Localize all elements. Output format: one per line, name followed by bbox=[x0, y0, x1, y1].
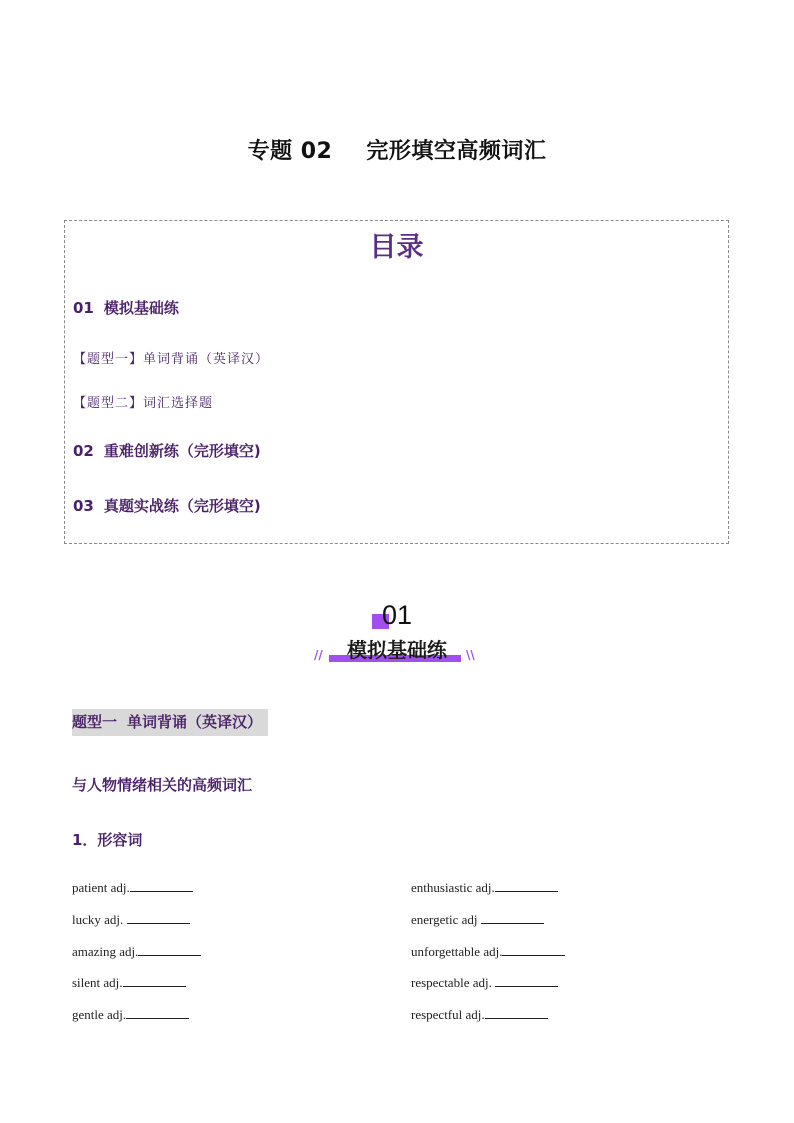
answer-blank[interactable] bbox=[502, 944, 565, 956]
answer-blank[interactable] bbox=[126, 1007, 189, 1019]
vocab-item: amazing adj. bbox=[72, 944, 201, 960]
toc-item-label: 模拟基础练 bbox=[103, 299, 179, 317]
toc-item-label: 重难创新练（完形填空) bbox=[103, 442, 261, 460]
vocab-category: 1．形容词 bbox=[72, 831, 143, 849]
section-number: 01 bbox=[381, 600, 413, 630]
section-banner bbox=[0, 598, 794, 668]
title-part-1: 专题 02 bbox=[247, 139, 333, 164]
document-title bbox=[0, 134, 794, 165]
vocab-item: gentle adj. bbox=[72, 1007, 189, 1023]
vocab-item: patient adj. bbox=[72, 880, 193, 896]
toc-item-label: 真题实战练（完形填空) bbox=[103, 497, 261, 515]
toc-item-03[interactable] bbox=[73, 495, 261, 516]
toc-item-01[interactable] bbox=[73, 297, 179, 318]
question-type-title: 单词背诵（英译汉） bbox=[127, 713, 263, 731]
title-part-2: 完形填空高频词汇 bbox=[366, 139, 547, 164]
question-type-prefix: 题型一 bbox=[72, 713, 118, 731]
vocab-item: silent adj. bbox=[72, 975, 186, 991]
answer-blank[interactable] bbox=[485, 1007, 548, 1019]
vocab-item: respectable adj. bbox=[411, 975, 558, 991]
answer-blank[interactable] bbox=[495, 880, 558, 892]
section-slash-left: // bbox=[314, 648, 323, 662]
toc-item-number: 01 bbox=[73, 299, 94, 317]
answer-blank[interactable] bbox=[481, 912, 544, 924]
answer-blank[interactable] bbox=[123, 975, 186, 987]
answer-blank[interactable] bbox=[495, 975, 558, 987]
toc-heading: 目录 bbox=[369, 232, 424, 263]
vocab-item: enthusiastic adj. bbox=[411, 880, 558, 896]
table-of-contents bbox=[64, 220, 729, 544]
toc-item-number: 02 bbox=[73, 442, 94, 460]
toc-item-number: 03 bbox=[73, 497, 94, 515]
vocab-item: respectful adj. bbox=[411, 1007, 548, 1023]
toc-item-type-2[interactable]: 【题型二】词汇选择题 bbox=[73, 396, 214, 411]
question-type-label bbox=[72, 709, 268, 736]
answer-blank[interactable] bbox=[127, 912, 190, 924]
vocab-item: unforgettable adj. bbox=[411, 944, 565, 960]
toc-item-02[interactable] bbox=[73, 440, 261, 461]
section-label: 模拟基础练 bbox=[347, 638, 447, 662]
answer-blank[interactable] bbox=[130, 880, 193, 892]
vocab-item: lucky adj. bbox=[72, 912, 190, 928]
vocab-item: energetic adj bbox=[411, 912, 544, 928]
toc-item-type-1[interactable]: 【题型一】单词背诵（英译汉） bbox=[73, 352, 270, 367]
section-slash-right: \\ bbox=[466, 648, 475, 662]
answer-blank[interactable] bbox=[138, 944, 201, 956]
vocab-subheading: 与人物情绪相关的高频词汇 bbox=[72, 776, 253, 794]
